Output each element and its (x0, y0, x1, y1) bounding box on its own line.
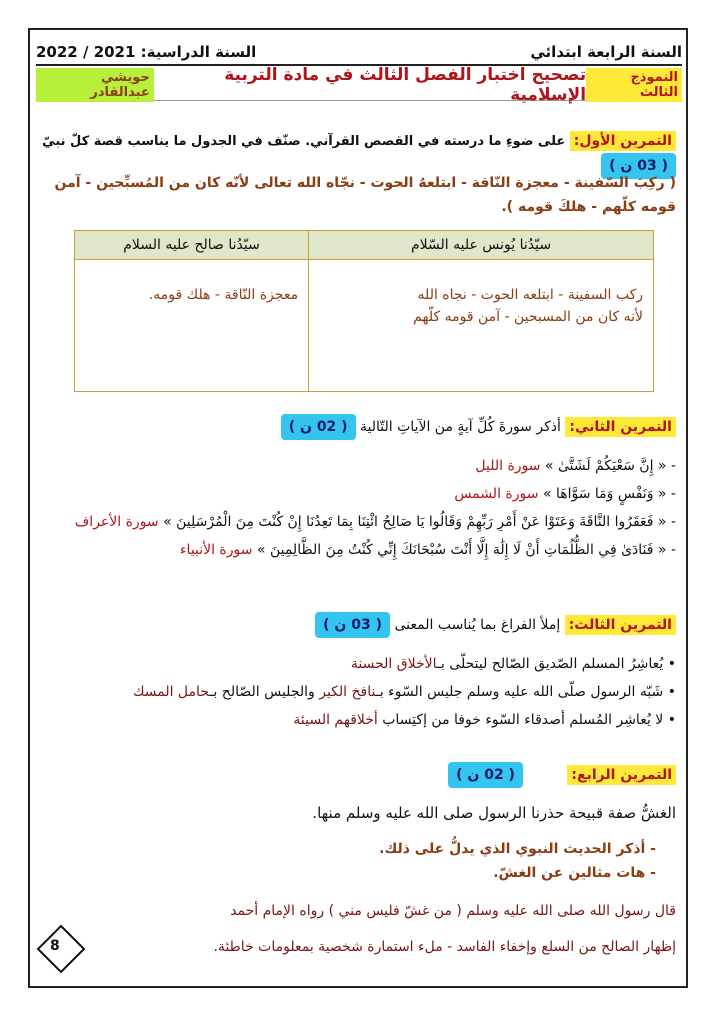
verse-text: - « إِنَّ سَعْيَكُمْ لَشَتَّىٰ » (544, 458, 676, 474)
ex4-intro: الغشُّ صفة قبيحة حذرنا الرسول صلى الله عليه وسلم منها. (312, 804, 676, 822)
ex3-instruction: إملأ الفراغ بما يُناسب المعنى (394, 617, 561, 633)
surah-answer: سورة الليل (475, 458, 541, 474)
ex2-item (36, 482, 676, 506)
fill-text: • يُعاشِرُ المسلم الصّديق الصّالح ليتحلّى بـ (436, 656, 676, 672)
ex4-label: التمرين الرابع: (567, 765, 676, 785)
ex3-item (36, 680, 676, 704)
ex1-words-2: قومه كلّهم - هلكَ قومه ). (501, 199, 676, 215)
page-number-badge (36, 924, 86, 974)
surah-answer: سورة الأعراف (74, 514, 159, 530)
page-number: 8 (50, 938, 60, 954)
fill-text: • شَبّه الرسول صلّى الله عليه وسلم جليس السّوء بـ (375, 684, 676, 700)
diamond-icon (36, 924, 86, 974)
ex2-heading (36, 414, 676, 440)
verse-text: - « فَنَادَىٰ فِي الظُّلُمَاتِ أَنْ لَا إِلَٰهَ إِلَّا أَنْتَ سُبْحَانَكَ إِنِّي كُنْتُ مِنَ الظَّالِمِينَ » (256, 542, 676, 558)
ex1-label: التمرين الأول: (570, 131, 676, 151)
ex1-points: ( 03 ن ) (601, 153, 676, 179)
col-saleh-header: سيّدُنا صالح عليه السلام (75, 231, 309, 260)
ex1-words-1: ( ركِبَ السّفينة - معجزة النّاقة - ابتلعهُ الحوت - نجّاه الله تعالى لأنّه كان من المُسبِّحين - آمن (54, 175, 676, 191)
fill-answer: حامل المسك (132, 684, 210, 700)
fill-text: • لا يُعاشِر المُسلم أصدقاء السّوء خوفا من إكتِساب (377, 712, 676, 728)
saleh-answer-1: معجزة النّاقة - هلك قومه. (148, 287, 299, 303)
ex3-item (36, 652, 676, 676)
ex1-instruction: على ضوءِ ما درسته في القصص القرآني. صنّف في الجدول ما يناسب قصة كلّ نبيّ (42, 134, 566, 149)
ex3-item (36, 708, 676, 732)
surah-answer: سورة الأنبياء (179, 542, 253, 558)
ex4-answer-2: إظهار الصالح من السلع وإخفاء الفاسد - ملء استمارة شخصية بمعلومات خاطئة. (213, 939, 676, 955)
model-label: النموذج الثالث (586, 68, 682, 102)
cell-saleh (75, 260, 309, 392)
ex3-label: التمرين الثالث: (565, 615, 676, 635)
surah-answer: سورة الشمس (454, 486, 539, 502)
ex2-list (36, 454, 676, 566)
header-bottom (36, 65, 682, 105)
verse-text: - « وَنَفْسٍ وَمَا سَوَّاهَا » (542, 486, 676, 502)
cell-yunus (309, 260, 654, 392)
ex2-instruction: أذكر سورةَ كُلِّ آيةٍ من الآياتِ التّالية (360, 419, 561, 435)
fill-answer: نافخ الكير (319, 684, 376, 700)
ex3-heading (36, 612, 676, 638)
grade: السنة الرابعة ابتدائي (530, 43, 682, 61)
ex2-points: ( 02 ن ) (281, 414, 356, 440)
yunus-answer-2: لأنه كان من المسبحين - آمن قومه كلّهم (413, 309, 643, 325)
ex2-label: التمرين الثاني: (565, 417, 676, 437)
yunus-answer-1: ركب السفينة - ابتلعه الحوت - نجاه الله (417, 287, 643, 303)
fill-text: والجليس الصّالح بـ (209, 684, 320, 700)
ex4-q1: - أذكر الحديث النبوي الذي يدلُّ على ذلك. (379, 841, 656, 857)
ex2-item (36, 538, 676, 562)
ex4-points: ( 02 ن ) (448, 762, 523, 788)
ex4-answer-1: قال رسول الله صلى الله عليه وسلم ( من غشّ فليس مني ) رواه الإمام أحمد (230, 903, 676, 919)
ex3-list (36, 652, 676, 736)
stories-table (74, 230, 654, 392)
ex2-item (36, 454, 676, 478)
ex2-item (36, 510, 676, 534)
school-year: السنة الدراسية: 2021 / 2022 (36, 43, 257, 61)
verse-text: - « فَعَقَرُوا النَّاقَةَ وَعَتَوْا عَنْ أَمْرِ رَبِّهِمْ وَقَالُوا يَا صَالِحُ ائْتِنَا بِمَا تَعِدُنَا إِنْ كُنْتَ مِنَ الْمُرْسَلِينَ » (163, 514, 676, 530)
fill-answer: أخلاقهم السيئة (293, 712, 378, 728)
col-yunus-header: سيّدُنا يُونس عليه السّلام (309, 231, 654, 260)
header-top (36, 40, 682, 66)
fill-answer: الأخلاق الحسنة (350, 656, 437, 672)
ex4-heading (36, 762, 676, 788)
exam-title: تصحيح اختبار الفصل الثالث في مادة التربية الإسلامية (224, 65, 587, 105)
ex4-q2: - هات مثالين عن الغشّ. (493, 865, 656, 881)
author-name: حويشي عبدالقادر (36, 68, 154, 102)
ex3-points: ( 03 ن ) (315, 612, 390, 638)
